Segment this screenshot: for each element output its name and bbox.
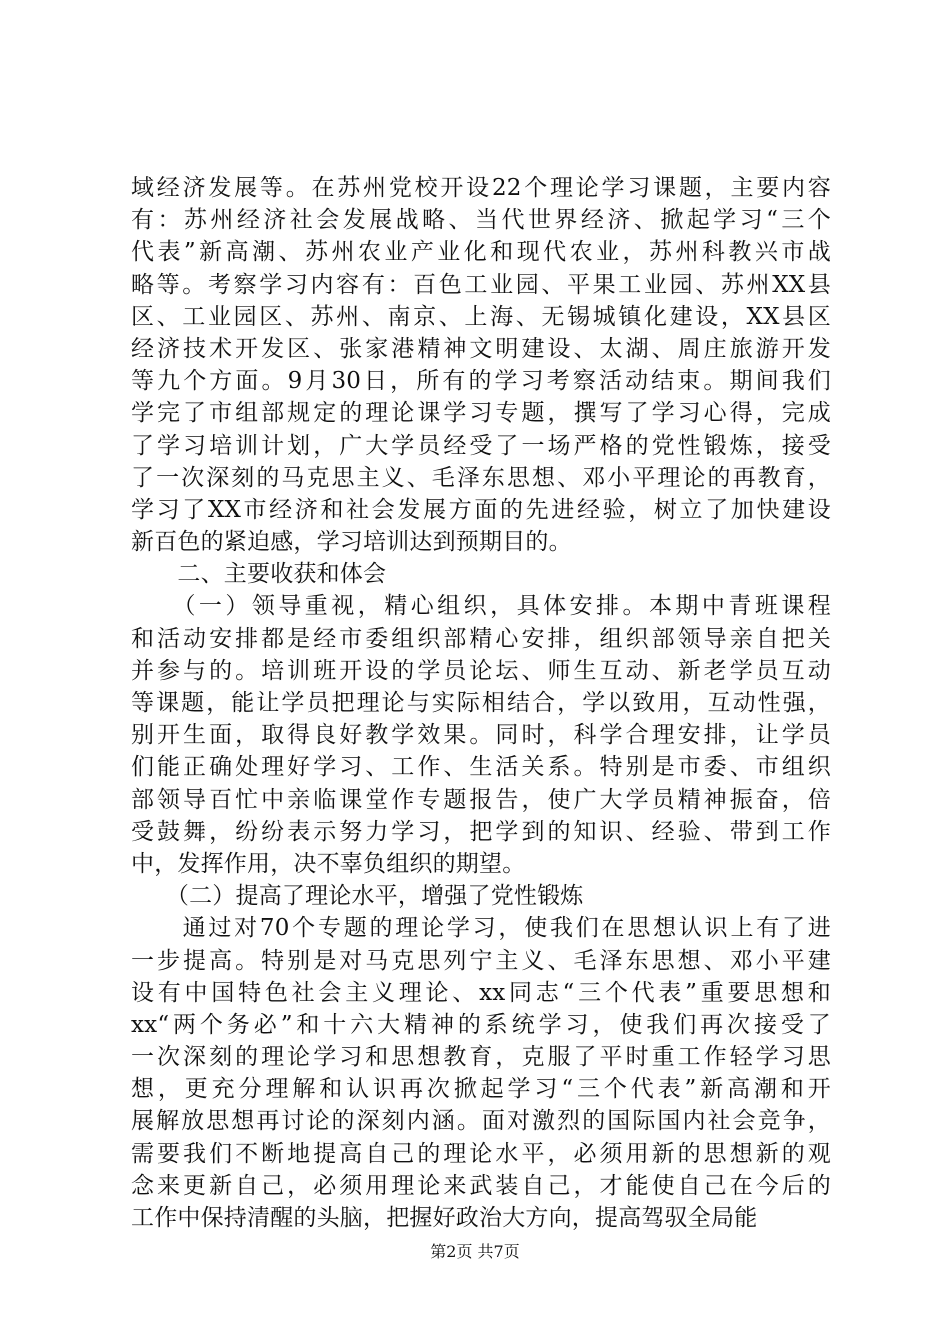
text-line: 域经济发展等。在苏州党校开设22个理论学习课题，主要内容 (131, 175, 831, 201)
text-line: 受鼓舞，纷纷表示努力学习，把学到的知识、经验、带到工作 (131, 818, 831, 845)
text-line: xx“两个务必”和十六大精神的系统学习，使我们再次接受了 (131, 1011, 831, 1038)
text-line: 一次深刻的理论学习和思想教育，克服了平时重工作轻学习思 (131, 1044, 831, 1071)
text-line: 有：苏州经济社会发展战略、当代世界经济、掀起学习“三个 (131, 207, 831, 234)
page-footer: 第2页 共7页 (430, 1242, 520, 1261)
text-line: 略等。考察学习内容有：百色工业园、平果工业园、苏州XX县 (131, 271, 831, 298)
text-line: 别开生面，取得良好教学效果。同时，科学合理安排，让学员 (131, 722, 831, 749)
text-line: 中，发挥作用，决不辜负组织的期望。 (131, 850, 526, 877)
text-line: 设有中国特色社会主义理论、xx同志“三个代表”重要思想和 (131, 979, 831, 1006)
text-line: 部领导百忙中亲临课堂作专题报告，使广大学员精神振奋，倍 (131, 786, 831, 813)
text-line: 通过对70个专题的理论学习，使我们在思想认识上有了进 (131, 915, 831, 942)
text-line: 二、主要收获和体会 (131, 561, 387, 588)
text-line: 并参与的。培训班开设的学员论坛、师生互动、新老学员互动 (131, 657, 831, 684)
text-line: 经济技术开发区、张家港精神文明建设、太湖、周庄旅游开发 (131, 335, 831, 362)
text-line: （一）领导重视，精心组织，具体安排。本期中青班课程 (131, 593, 831, 620)
text-line: 了学习培训计划，广大学员经受了一场严格的党性锻炼，接受 (131, 432, 831, 459)
text-line: 展解放思想再讨论的深刻内涵。面对激烈的国际国内社会竞争， (131, 1108, 831, 1135)
text-line: 念来更新自己，必须用理论来武装自己，才能使自己在今后的 (131, 1172, 831, 1199)
text-line: 区、工业园区、苏州、南京、上海、无锡城镇化建设，XX县区 (131, 303, 831, 330)
text-line: 等课题，能让学员把理论与实际相结合，学以致用，互动性强， (131, 690, 831, 716)
text-line: 工作中保持清醒的头脑，把握好政治大方向，提高驾驭全局能 (131, 1205, 758, 1231)
text-line: 了一次深刻的马克思主义、毛泽东思想、邓小平理论的再教育， (131, 464, 831, 491)
text-line: 需要我们不断地提高自己的理论水平，必须用新的思想新的观 (131, 1140, 831, 1167)
text-line: 们能正确处理好学习、工作、生活关系。特别是市委、市组织 (131, 754, 831, 781)
text-line: 学习了XX市经济和社会发展方面的先进经验，树立了加快建设 (131, 496, 831, 523)
text-line: 代表”新高潮、苏州农业产业化和现代农业，苏州科教兴市战 (131, 239, 831, 266)
text-line: 学完了市组部规定的理论课学习专题，撰写了学习心得，完成 (131, 400, 831, 427)
body-text (131, 172, 831, 1234)
text-line: 想，更充分理解和认识再次掀起学习“三个代表”新高潮和开 (131, 1076, 831, 1103)
text-line: 和活动安排都是经市委组织部精心安排，组织部领导亲自把关 (131, 625, 831, 652)
text-line: 等九个方面。9月30日，所有的学习考察活动结束。期间我们 (131, 368, 831, 395)
text-line: 新百色的紧迫感，学习培训达到预期目的。 (131, 529, 572, 556)
text-line: （二）提高了理论水平，增强了党性锻炼 (131, 883, 584, 910)
text-line: 一步提高。特别是对马克思列宁主义、毛泽东思想、邓小平建 (131, 947, 831, 974)
